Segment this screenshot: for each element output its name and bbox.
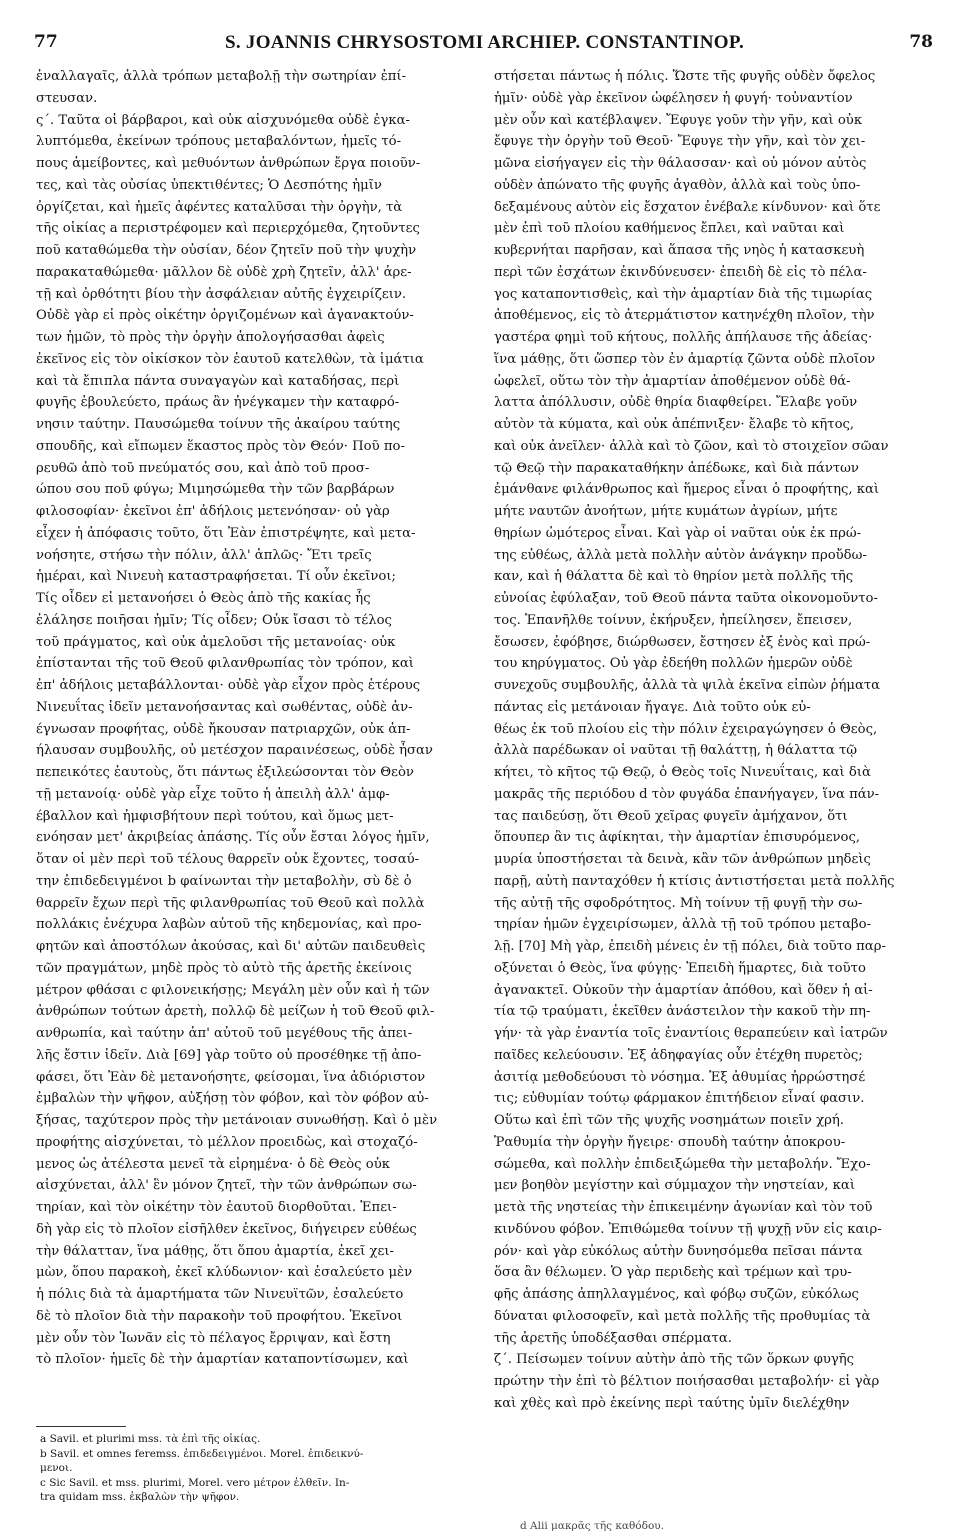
- text-line: κυβερνήται παρῆσαν, καὶ ἅπασα τῆς νηὸς ἡ κατασκευὴ: [494, 243, 865, 258]
- text-line: ὅταν οἱ μὲν περὶ τοῦ τέλους θαρρεῖν οὐκ ἔχοντες, τοσαύ-: [36, 852, 420, 867]
- footnote-line: tra quidam mss. ἐκβαλὼν τὴν ψῆφον.: [40, 1491, 240, 1503]
- text-line: παρῇ, αὐτὴ πανταχόθεν ἡ κτίσις ἀντιστήσεται μετὰ πολλῆς: [494, 873, 895, 889]
- text-line: Οὐδὲ γὰρ εἰ πρὸς οἰκέτην ὀργιζομένων καὶ ἀγανακτούν-: [36, 308, 414, 324]
- text-line: μὲν οὖν τὸν Ἰωνᾶν εἰς τὸ πέλαγος ἔρριψαν, καὶ ἔστη: [36, 1330, 391, 1346]
- text-line: προφήτης αἰσχύνεται, τὸ μέλλον προειδὼς, καὶ στοχαζό-: [36, 1134, 418, 1150]
- text-line: συνεχοῦς συμβουλῆς, ἀλλὰ τὰ ψιλὰ ἐκεῖνα εἰπὼν ῥήματα: [494, 678, 881, 693]
- footnote-line: a Savil. et plurimi mss. τὰ ἐπὶ τῆς οἰκίας.: [40, 1433, 261, 1445]
- text-line: ἀσιτίᾳ μεθοδεύουσι τὸ νόσημα. Ἐξ ἀθυμίας ἠρρώστησέ: [494, 1069, 866, 1085]
- text-line: στήσεται πάντως ἡ πόλις. Ὥστε τῆς φυγῆς οὐδὲν ὄφελος: [494, 69, 876, 84]
- text-line: ὠφελεῖ, οὕτω τὸν τὴν ἁμαρτίαν ἀποθέμενον οὐδὲ θά-: [494, 373, 851, 389]
- text-line: φῆς ἁπάσης ἀπηλλαγμένος, καὶ φόβῳ συζῶν, εὐκόλως: [494, 1287, 859, 1302]
- text-line: λαττα ἀπόλλυσιν, οὐδὲ θηρία διαφθείρει. Ἔλαβε γοῦν: [494, 395, 858, 411]
- text-line: πους ἀμείβοντες, καὶ μεθυόντων ἀνθρώπων ἔργα ποιοῦν-: [36, 156, 421, 171]
- text-line: μέτρον φθάσαι c φιλονεικήσῃς; Μεγάλη μὲν οὖν καὶ ἡ τῶν: [36, 982, 430, 998]
- footnote-d: d Alii μακρᾶς τῆς καθόδου.: [520, 1520, 664, 1532]
- text-line: δὲ τὸ πλοῖον διὰ τὴν παρακοὴν τοῦ προφήτου. Ἐκεῖνοι: [36, 1308, 403, 1324]
- text-line: θαρρεῖν ἔχων περὶ τῆς φιλανθρωπίας τοῦ Θεοῦ καὶ πολλὰ: [36, 895, 425, 911]
- text-line: τος. Ἐπανῆλθε τοίνυν, ἐκήρυξεν, ἠπείλησεν, ἔπεισεν,: [494, 612, 853, 628]
- text-line: ἡμῖν· οὐδὲ γὰρ ἐκεῖνον ὠφέλησεν ἡ φυγή· τοὐναντίον: [494, 90, 853, 106]
- text-line: τοῦ πράγματος, καὶ οὐκ ἀμελοῦσι τῆς μετανοίας· οὐκ: [36, 634, 396, 650]
- text-line: γος καταποντισθεὶς, καὶ τὴν ἁμαρτίαν διὰ τῆς τιμωρίας: [494, 286, 873, 302]
- text-line: των ἡμῶν, τὸ πρὸς τὴν ὀργὴν ἀπολογήσασθαι ἀφεὶς: [36, 330, 385, 345]
- text-line: έγνωσαν προφήτας, οὐδὲ ἤκουσαν πατριαρχῶν, οὐκ ἀπ-: [36, 721, 411, 737]
- right-page-number: 78: [909, 32, 933, 52]
- text-line: ς΄. Ταῦτα οἱ βάρβαροι, καὶ οὐκ αἰσχυνόμεθα οὐδὲ ἐγκα-: [36, 112, 410, 128]
- text-line: τὴν θάλατταν, ἵνα μάθῃς, ὅτι ὅπου ἁμαρτία, ἐκεῖ χει-: [36, 1243, 394, 1259]
- text-line: ἔσωσεν, ἐφόβησε, διώρθωσεν, ἔστησεν ἐξ ἑνὸς καὶ πρώ-: [494, 634, 871, 650]
- text-line: ὅπουπερ ἂν τις ἀφίκηται, τὴν ἁμαρτίαν ἐπισυρόμενος,: [494, 830, 861, 846]
- text-line: πεπεικότες ἑαυτοὺς, ὅτι πάντως ἐξιλεώσονται τὸν Θεὸν: [36, 765, 414, 780]
- text-line: λῇ. [70] Μὴ γὰρ, ἐπειδὴ μένεις ἐν τῇ πόλει, διὰ τοῦτο παρ-: [494, 939, 886, 954]
- text-line: ἡμέραι, καὶ Νινευὴ καταστραφήσεται. Τί οὖν ἐκεῖνοι;: [36, 569, 396, 585]
- left-text-column: [36, 66, 470, 1371]
- text-line: πρώτην τὴν ἐπὶ τὸ βέλτιον ποιήσασθαι μεταβολήν· εἰ γὰρ: [494, 1374, 880, 1389]
- text-line: ποῦ καταθώμεθα τὴν οὐσίαν, δέον ζητεῖν ποῦ τὴν ψυχὴν: [36, 243, 417, 258]
- text-line: τηρίαν ἡμῶν ἐγχειρίσωμεν, ἀλλὰ τῇ τοῦ τρόπου μεταβο-: [494, 917, 872, 933]
- text-line: λυπτόμεθα, ἐκείνων τρόπους μεταβαλόντων, ἡμεῖς τό-: [36, 134, 402, 150]
- text-line: τις; εὐθυμίαν τούτῳ φάρμακον ἐπιτήδειον εἶναί φασιν.: [494, 1091, 865, 1107]
- text-line: μεν βοηθὸν μεγίστην καὶ σύμμαχον τὴν νηστείαν, καὶ: [494, 1178, 855, 1194]
- text-line: αἰσχύνεται, ἀλλ' ἓν μόνον ζητεῖ, τὴν τῶν ἀνθρώπων σω-: [36, 1178, 417, 1194]
- text-line: νοήσητε, στήσω τὴν πόλιν, ἀλλ' ἁπλῶς· Ἔτι τρεῖς: [36, 547, 372, 563]
- text-line: γαστέρα φημὶ τοῦ κήτους, πολλῆς ἀπήλαυσε τῆς ἀδείας·: [494, 330, 873, 345]
- text-line: τας παιδεύσῃ, ὅτι Θεοῦ χεῖρας φυγεῖν ἀμήχανον, ὅτι: [494, 808, 848, 824]
- text-line: κινδύνου φόβον. Ἐπιθώμεθα τοίνυν τῇ ψυχῇ νῦν εἰς καιρ-: [494, 1221, 882, 1237]
- text-line: ἵνα μάθῃς, ὅτι ὥσπερ τὸν ἐν ἁμαρτίᾳ ζῶντα οὐδὲ πλοῖον: [494, 351, 876, 367]
- text-line: ὅσα ἂν θέλωμεν. Ὁ γὰρ περιδεὴς καὶ τρέμων καὶ τρυ-: [494, 1265, 852, 1281]
- text-line: περὶ τῶν ἐσχάτων ἐκινδύνευσεν· ἐπειδὴ δὲ εἰς τὸ πέλα-: [494, 264, 867, 280]
- text-line: Νινευΐτας ἰδεῖν μετανοήσαντας καὶ σωθέντας, οὐδὲ ἀν-: [36, 699, 413, 715]
- text-line: τες, καὶ τὰς οὐσίας ὑπεκτιθέντες; Ὁ Δεσπότης ἡμῖν: [36, 177, 382, 193]
- text-line: ἐπ' ἀδήλοις μεταβάλλονται· οὐδὲ γὰρ εἶχον πρὸς ἑτέρους: [36, 678, 421, 693]
- text-line: πολλάκις ἐνέχυρα λαβὼν αὐτοῦ τῆς κηδεμονίας, καὶ προ-: [36, 917, 422, 933]
- footnote-line: μενοι.: [40, 1462, 73, 1474]
- text-line: ἔφυγε τὴν ὀργὴν τοῦ Θεοῦ· Ἔφυγε τὴν γῆν, καὶ τὸν χει-: [494, 134, 866, 150]
- text-line: ώπου σου ποῦ φύγω; Μιμησώμεθα τὴν τῶν βαρβάρων: [36, 482, 395, 498]
- text-line: στευσαν.: [36, 90, 98, 106]
- text-line: τῆς οἰκίας a περιστρέφομεν καὶ περιερχόμεθα, ζητοῦντες: [36, 221, 420, 237]
- text-line: ἐλάλησε ποιῆσαι ἡμῖν; Τίς οἶδεν; Οὐκ ἴσασι τὸ τέλος: [36, 612, 392, 628]
- text-line: τῷ Θεῷ τὴν παρακαταθήκην ἀπέδωκε, καὶ διὰ πάντων: [494, 460, 859, 476]
- text-line: σώμεθα, καὶ πολλὴν ἐπιδειξώμεθα τὴν μεταβολήν. Ἔχο-: [494, 1156, 871, 1172]
- text-line: ανθρωπία, καὶ ταύτην ἀπ' αὐτοῦ τοῦ μεγέθους τῆς ἀπει-: [36, 1026, 413, 1041]
- text-line: φιλοσοφίαν· ἐκεῖνοι ἐπ' ἀδήλοις μετενόησαν· οὐ γὰρ: [36, 504, 390, 519]
- text-line: πάντας εἰς μετάνοιαν ἤγαγε. Διὰ τοῦτο οὐκ εὐ-: [494, 699, 811, 715]
- text-line: μῶνα εἰσήγαγεν εἰς τὴν θάλασσαν· καὶ οὐ μόνον αὐτὸς: [494, 156, 867, 171]
- text-line: τῶν πραγμάτων, μηδὲ πρὸς τὸ αὐτὸ τῆς ἀρετῆς ἐκείνοις: [36, 960, 412, 976]
- text-line: του κηρύγματος. Οὐ γὰρ ἐδεήθη πολλῶν ἡμερῶν οὐδὲ: [494, 656, 853, 672]
- text-line: δεξαμένους αὐτὸν εἰς ἔσχατον ἐνέβαλε κίνδυνον· καὶ ὅτε: [494, 199, 881, 215]
- text-line: ἐναλλαγαῖς, ἀλλὰ τρόπων μεταβολῇ τὴν σωτηρίαν ἐπί-: [36, 69, 407, 84]
- text-line: έβαλλον καὶ ἠμφισβήτουν περὶ τούτου, καὶ ὅμως μετ-: [36, 808, 394, 824]
- footnote-line: c Sic Savil. et mss. plurimi, Morel. vero μέτρον ἐλθεῖν. In-: [40, 1476, 350, 1489]
- text-line: ἐμβαλὼν τὴν ψῆφον, αὐξήσῃ τὸν φόβον, καὶ τὸν φόβον αὐ-: [36, 1091, 429, 1107]
- text-line: μυρία ὑποστήσεται τὰ δεινὰ, κἂν τῶν ἀνθρώπων μηδεὶς: [494, 852, 871, 867]
- text-line: Οὕτω καὶ ἐπὶ τῶν τῆς ψυχῆς νοσημάτων ποιεῖν χρή.: [494, 1113, 844, 1128]
- text-line: μετὰ τῆς νηστείας τὴν ἐπικειμένην ἀγωνίαν καὶ τὸν τοῦ: [494, 1200, 873, 1215]
- text-line: παρακαταθώμεθα· μᾶλλον δὲ οὐδὲ χρὴ ζητεῖν, ἀλλ' ἀρε-: [36, 264, 412, 280]
- text-line: λῆς ἔστιν ἰδεῖν. Διὰ [69] γὰρ τοῦτο οὐ προσέθηκε τῇ ἀπο-: [36, 1047, 422, 1063]
- text-line: ἐπίστανται τῆς τοῦ Θεοῦ φιλανθρωπίας τὸν τρόπον, καὶ: [36, 656, 414, 672]
- text-line: της εὐθέως, ἀλλὰ μετὰ πολλὴν αὐτὸν ἀνάγκην προὔδω-: [494, 547, 867, 563]
- text-line: ζ΄. Πείσωμεν τοίνυν αὐτὴν ἀπὸ τῆς τῶν ὅρκων φυγῆς: [494, 1352, 855, 1368]
- text-line: ρόν· καὶ γὰρ εὐκόλως αὐτὴν δυνησόμεθα πεῖσαι πάντα: [494, 1243, 863, 1259]
- text-line: δύναται φιλοσοφεῖν, καὶ μετὰ πολλῆς τῆς προθυμίας τὰ: [494, 1308, 871, 1324]
- text-line: ἀλλὰ παρέδωκαν οἱ ναῦται τῇ θαλάττῃ, ἡ θάλαττα τῷ: [494, 743, 858, 759]
- text-line: φητῶν καὶ ἀποστόλων ἀκούσας, καὶ δι' αὐτῶν παιδευθεὶς: [36, 939, 426, 954]
- text-line: οὐδὲν ἀπώνατο τῆς φυγῆς ἀγαθὸν, ἀλλὰ καὶ τοὺς ὑπο-: [494, 177, 861, 193]
- text-line: τῆς ἀρετῆς ὑποδέξασθαι σπέρματα.: [494, 1330, 732, 1346]
- text-line: Τίς οἶδεν εἰ μετανοήσει ὁ Θεὸς ἀπὸ τῆς κακίας ἧς: [36, 591, 371, 606]
- text-line: μήτε ναυτῶν ἀνοήτων, μήτε κυμάτων ἀγρίων, μήτε: [494, 504, 838, 519]
- text-line: Ῥαθυμία τὴν ὀργὴν ἤγειρε· σπουδὴ ταύτην ἀποκρου-: [494, 1134, 846, 1150]
- text-line: φάσει, ὅτι Ἐὰν δὲ μετανοήσητε, φείσομαι, ἵνα ἀδιόριστον: [36, 1069, 426, 1085]
- text-line: κήτει, τὸ κῆτος τῷ Θεῷ, ὁ Θεὸς τοῖς Νινευΐταις, καὶ διὰ: [494, 765, 871, 780]
- text-line: δὴ γὰρ εἰς τὸ πλοῖον εἰσῆλθεν ἐκεῖνος, διήγειρεν εὐθέως: [36, 1221, 417, 1237]
- text-line: εἶχεν ἡ ἀπόφασις τοῦτο, ὅτι Ἐὰν ἐπιστρέψητε, καὶ μετα-: [36, 525, 416, 541]
- text-line: ξήσας, ταχύτερον πρὸς τὴν μετάνοιαν συνωθήσῃ. Καὶ ὁ μὲν: [36, 1113, 438, 1128]
- text-line: μακρᾶς τῆς περιόδου d τὸν φυγάδα ἐπανήγαγεν, ἵνα πάν-: [494, 786, 880, 802]
- footnote-line: b Savil. et omnes feremss. ἐπιδεδειγμένοι. Morel. ἐπιδεικνύ-: [40, 1447, 364, 1460]
- text-line: ενόησαν μετ' ἀκριβείας ἁπάσης. Τίς οὖν ἔσται λόγος ἡμῖν,: [36, 830, 430, 846]
- text-line: σπουδῆς, καὶ εἴπωμεν ἕκαστος πρὸς τὸν Θεόν· Ποῦ πο-: [36, 438, 405, 454]
- text-line: καὶ οὐκ ἀνεῖλεν· ἀλλὰ καὶ τὸ ζῶον, καὶ τὸ στοιχεῖον σῶαν: [494, 438, 889, 454]
- page-header: [32, 32, 937, 66]
- text-line: ἐκεῖνος εἰς τὸν οἰκίσκον τὸν ἑαυτοῦ κατελθὼν, τὰ ἱμάτια: [36, 351, 424, 367]
- text-line: τῆς αὐτῇ τῆς σφοδρότητος. Μὴ τοίνυν τῇ φυγῇ τὴν σω-: [494, 895, 863, 911]
- text-line: ἀγανακτεῖ. Οὐκοῦν τὴν ἁμαρτίαν ἀπόθου, καὶ ὅθεν ἡ αἰ-: [494, 982, 873, 998]
- text-line: μὲν ἐπὶ τοῦ πλοίου καθήμενος ἔπλει, καὶ ναῦται καὶ: [494, 221, 845, 237]
- right-text-column: [494, 66, 926, 1415]
- text-line: ήλαυσαν συμβουλῆς, οὐ μετέσχον παραινέσεως, οὐδὲ ἦσαν: [36, 743, 433, 759]
- text-line: μὼν, ὅπου παρακοὴ, ἐκεῖ κλύδωνιον· καὶ ἐσαλεύετο μὲν: [36, 1265, 413, 1281]
- left-page-number: 77: [34, 32, 58, 52]
- text-line: καν, καὶ ἡ θάλαττα δὲ καὶ τὸ θηρίον μετὰ πολλῆς τῆς: [494, 569, 854, 585]
- text-line: οξύνεται ὁ Θεὸς, ἵνα φύγῃς· Ἐπειδὴ ἥμαρτες, διὰ τοῦτο: [494, 960, 866, 976]
- text-line: ἐμάνθανε φιλάνθρωπος καὶ ἥμερος εἶναι ὁ προφήτης, καὶ: [494, 482, 880, 498]
- text-line: εὐνοίας ἐφύλαξαν, τοῦ Θεοῦ πάντα ταῦτα οἰκονομοῦντο-: [494, 591, 878, 606]
- text-line: τῇ μετανοίᾳ· οὐδὲ γὰρ εἶχε τοῦτο ἡ ἀπειλὴ ἀλλ' ἀμφ-: [36, 786, 390, 802]
- text-line: νησιν ταύτην. Παυσώμεθα τοίνυν τῆς ἀκαίρου ταύτης: [36, 417, 401, 432]
- text-line: παῖδες κελεύουσιν. Ἐξ ἀδηφαγίας οὖν ἐτέχθη πυρετὸς;: [494, 1047, 863, 1063]
- text-line: γήν· τὰ γὰρ ἐναντία τοῖς ἐναντίοις θεραπεύειν καὶ ἰατρῶν: [494, 1026, 888, 1041]
- footnote-divider: [36, 1426, 126, 1427]
- text-line: καὶ χθὲς καὶ πρὸ ἐκείνης περὶ ταύτης ὑμῖν διελέχθην: [494, 1395, 850, 1411]
- text-line: θέως ἐκ τοῦ πλοίου εἰς τὴν πόλιν ἐχειραγώγησεν ὁ Θεὸς,: [494, 721, 878, 737]
- text-line: τὸ πλοῖον· ἡμεῖς δὲ τὴν ἁμαρτίαν καταποντίσωμεν, καὶ: [36, 1352, 409, 1368]
- text-line: μενος ὡς ἀτέλεστα μενεῖ τὰ εἰρημένα· ὁ δὲ Θεὸς οὐκ: [36, 1156, 390, 1172]
- text-line: ρευθῶ ἀπὸ τοῦ πνεύματός σου, καὶ ἀπὸ τοῦ προσ-: [36, 460, 370, 476]
- text-line: ὀργίζεται, καὶ ἡμεῖς ἀφέντες καταλῦσαι τὴν ὀργὴν, τὰ: [36, 199, 403, 215]
- text-line: καὶ τὰ ἔπιπλα πάντα συναγαγὼν καὶ καταδήσας, περὶ: [36, 373, 400, 389]
- text-line: τηρίαν, καὶ τὸν οἰκέτην τὸν ἑαυτοῦ διορθοῦται. Ἐπει-: [36, 1200, 397, 1215]
- text-line: ἀποθέμενος, εἰς τὸ ἀτερμάτιστον κατηνέχθη πλοῖον, τὴν: [494, 308, 875, 324]
- text-line: θηρίων ὠμότερος εἶναι. Καὶ γὰρ οἱ ναῦται οὐκ ἐκ πρώ-: [494, 525, 862, 541]
- text-line: την ἐπιδεδειγμένοι b φαίνωνται τὴν μεταβολὴν, σὺ δὲ ὁ: [36, 873, 412, 889]
- text-line: ἡ πόλις διὰ τὰ ἁμαρτήματα τῶν Νινευϊτῶν, ἐσαλεύετο: [36, 1287, 404, 1302]
- text-line: αὐτὸν τὰ κύματα, καὶ οὐκ ἀπέπνιξεν· ἔλαβε τὸ κῆτος,: [494, 417, 855, 432]
- text-line: ἀνθρώπων τούτων ἀρετὴ, πολλῷ δὲ μείζων ἡ τοῦ Θεοῦ φιλ-: [36, 1004, 435, 1020]
- text-line: τῇ καὶ ὀρθότητι βίου τὴν ἀσφάλειαν αὐτῆς ἐγχειρίζειν.: [36, 286, 407, 302]
- footnotes: [40, 1432, 472, 1505]
- running-title: S. JOANNIS CHRYSOSTOMI ARCHIEP. CONSTANTINOP.: [224, 32, 745, 53]
- text-line: τία τῷ τραύματι, ἐκεῖθεν ἀνάστειλον τὴν κακοῦ τὴν πη-: [494, 1004, 871, 1020]
- text-line: φυγῆς ἐβουλεύετο, πράως ἂν ἠνέγκαμεν τὴν καταφρό-: [36, 395, 400, 411]
- text-line: μὲν οὖν καὶ κατέβλαψεν. Ἔφυγε γοῦν τὴν γῆν, καὶ οὐκ: [494, 112, 863, 128]
